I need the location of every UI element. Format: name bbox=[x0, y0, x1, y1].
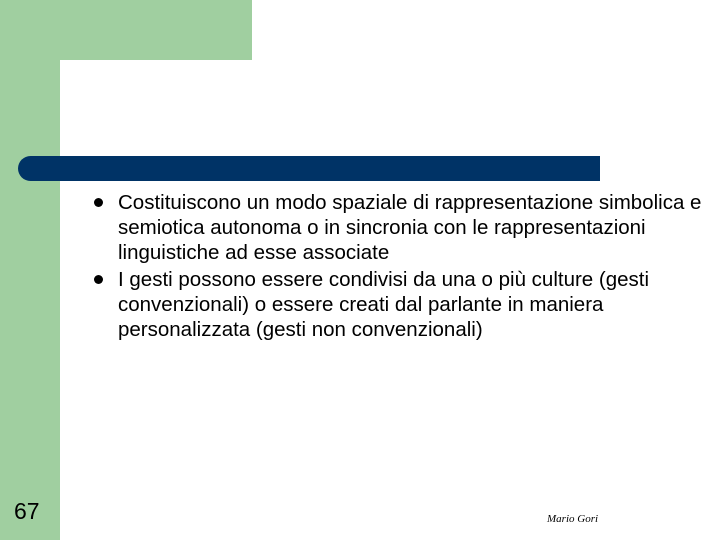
bullet-list bbox=[118, 190, 703, 344]
bullet-dot-icon bbox=[94, 275, 103, 284]
page-number: 67 bbox=[14, 498, 40, 524]
bullet-dot-icon bbox=[94, 198, 103, 207]
bullet-item bbox=[118, 267, 703, 342]
title-bar bbox=[18, 156, 600, 181]
top-green-band bbox=[0, 0, 252, 60]
bullet-item bbox=[118, 190, 703, 265]
bullet-text: Costituiscono un modo spaziale di rappresentazione simbolica e semiotica autonoma o in sincronia con le rappresentazioni linguistiche ad esse associate bbox=[118, 191, 702, 264]
left-green-band bbox=[0, 0, 60, 540]
footer-author: Mario Gori bbox=[547, 513, 599, 525]
bullet-text: I gesti possono essere condivisi da una o più culture (gesti convenzionali) o essere creati dal parlante in maniera personalizzata (gesti non convenzionali) bbox=[118, 268, 650, 341]
